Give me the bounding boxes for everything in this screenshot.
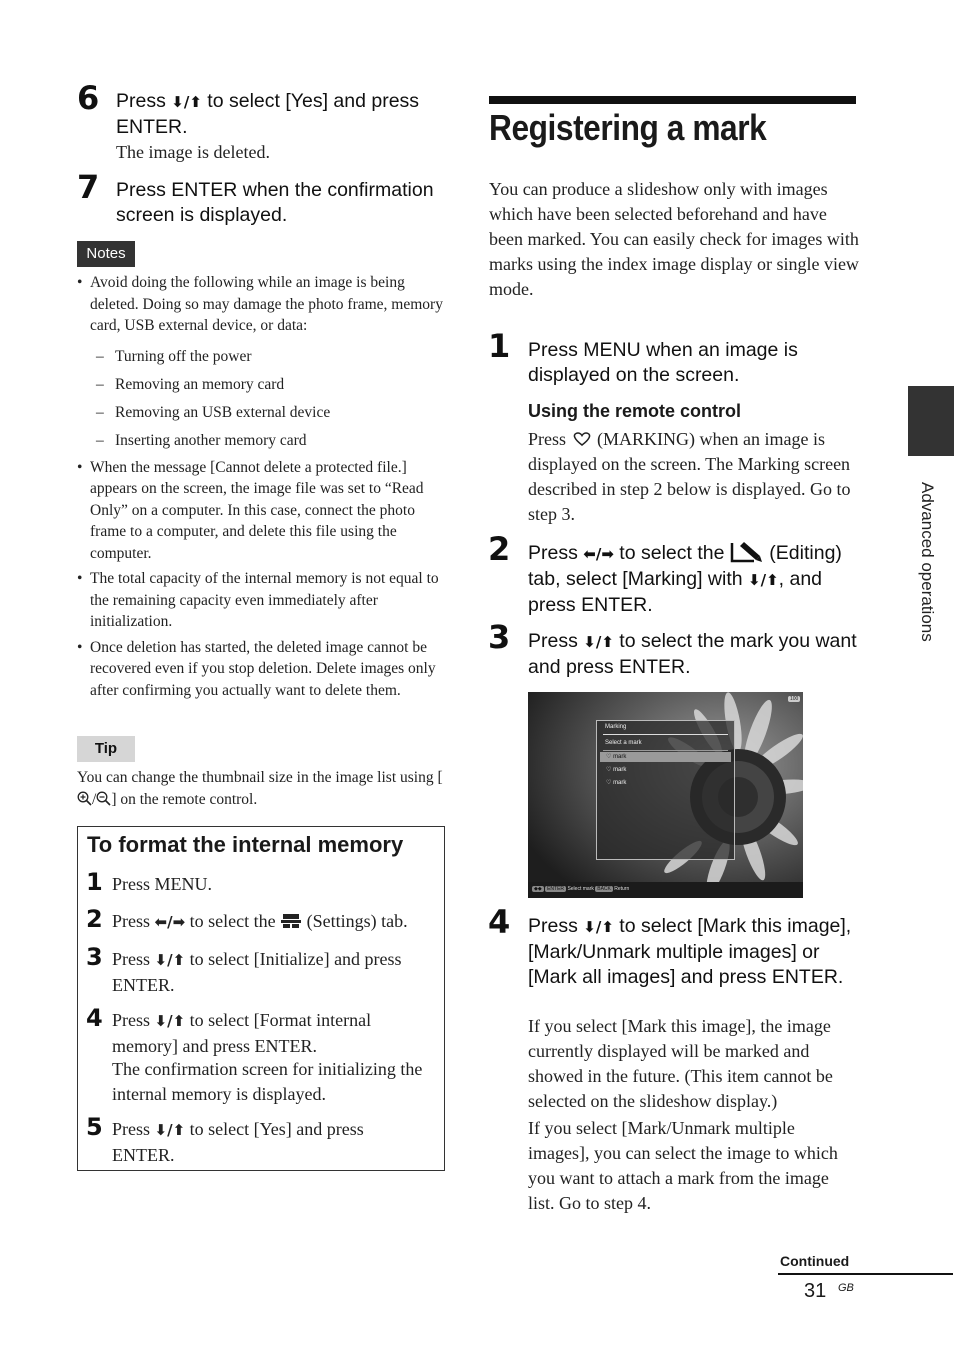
heart-icon: ♡ bbox=[606, 780, 612, 786]
note-text: Avoid doing the following while an image is being deleted. Doing so may damage the photo frame, memory card, USB external device, or data: bbox=[90, 274, 443, 334]
down-up-arrows-icon: ⬇/⬆ bbox=[583, 918, 614, 936]
step-3-post: to select the mark you want and press ENTER. bbox=[528, 630, 857, 678]
step-6-number: 6 bbox=[77, 79, 100, 117]
note-subitem bbox=[77, 371, 445, 399]
step-3-pre: Press bbox=[528, 630, 584, 652]
bullet-icon: • bbox=[77, 458, 83, 476]
marking-menu-subtitle: Select a mark bbox=[605, 740, 642, 746]
step-3-number: 3 bbox=[488, 618, 511, 656]
step-6-text-pre: Press bbox=[116, 90, 172, 112]
note-subitem-text: Turning off the power bbox=[115, 347, 252, 365]
down-up-arrows-icon: ⬇/⬆ bbox=[154, 1012, 186, 1030]
page-number: 31 bbox=[804, 1280, 827, 1302]
step-6-result: The image is deleted. bbox=[116, 142, 270, 162]
step-3-instruction bbox=[528, 629, 858, 680]
step-2-instruction bbox=[528, 541, 858, 618]
mark-option[interactable] bbox=[600, 765, 731, 775]
note-text: The total capacity of the internal memory is not equal to the remaining capacity even immediately after initialization. bbox=[90, 570, 439, 630]
format-step-3-text bbox=[112, 947, 437, 998]
side-tab-marker bbox=[908, 386, 954, 456]
left-right-arrows-icon: ⬅/➡ bbox=[583, 545, 614, 563]
heart-icon: ♡ bbox=[606, 767, 612, 773]
heart-icon: ♡ bbox=[606, 754, 612, 760]
step-1-instruction: Press MENU when an image is displayed on the screen. bbox=[528, 339, 798, 386]
bullet-icon: • bbox=[77, 570, 83, 587]
back-badge: BACK bbox=[597, 886, 611, 892]
footer-select-label: Select mark bbox=[567, 886, 594, 892]
note-item bbox=[77, 568, 445, 633]
remote-control-heading: Using the remote control bbox=[528, 401, 742, 421]
menu-divider bbox=[603, 734, 728, 735]
format-step-5-pre: Press bbox=[112, 1119, 155, 1139]
nav-arrows-icon: ◆◆ bbox=[534, 886, 542, 892]
tip-text: You can change the thumbnail size in the image list using [/ ] on the remote control. bbox=[77, 769, 443, 808]
zoom-in-icon bbox=[77, 791, 92, 808]
note-item bbox=[77, 457, 445, 565]
note-item bbox=[77, 637, 445, 702]
step-2-number: 2 bbox=[488, 530, 511, 568]
dash-icon: – bbox=[96, 347, 104, 365]
step-2-post: , and press ENTER. bbox=[528, 568, 823, 616]
format-step-4-text bbox=[112, 1008, 437, 1059]
format-step-2-mid: to select the bbox=[185, 911, 281, 931]
step-2-mid2: (Editing) tab, select [Marking] with bbox=[528, 542, 842, 590]
down-up-arrows-icon: ⬇/⬆ bbox=[583, 633, 614, 651]
format-step-4-pre: Press bbox=[112, 1010, 155, 1030]
side-tab-label: Advanced operations bbox=[918, 482, 937, 642]
step-4-paragraph-2: If you select [Mark/Unmark multiple images], you can select the image to which you want to attach a mark from the image list. Go to step 4. bbox=[528, 1118, 838, 1213]
device-screen-image bbox=[528, 692, 803, 898]
continued-label: Continued bbox=[780, 1253, 850, 1269]
down-up-arrows-icon: ⬇/⬆ bbox=[154, 1121, 186, 1139]
note-subitem-text: Removing an memory card bbox=[115, 375, 285, 393]
format-step-3-number: 3 bbox=[86, 943, 103, 971]
mark-option[interactable] bbox=[600, 778, 731, 788]
menu-divider bbox=[603, 750, 728, 751]
step-7-instruction: Press ENTER when the confirmation screen is displayed. bbox=[116, 179, 434, 226]
format-step-5-text bbox=[112, 1117, 412, 1168]
mark-option-label: mark bbox=[613, 767, 627, 773]
step-7-number: 7 bbox=[77, 168, 100, 206]
marking-menu bbox=[596, 720, 735, 860]
tip-label: Tip bbox=[77, 736, 135, 762]
step-2-mid: to select the bbox=[613, 542, 730, 564]
note-text: Once deletion has started, the deleted image cannot be recovered even if you stop deletion. Delete images only after confirming you actually want to delete them. bbox=[90, 638, 436, 699]
note-subitem bbox=[77, 343, 445, 371]
note-text: When the message [Cannot delete a protected file.] appears on the screen, the image file was set to “Read Only” on a computer. In this case, connect the photo frame to a computer, and delete this file using the computer. bbox=[90, 458, 424, 562]
format-step-1-text: Press MENU. bbox=[112, 874, 213, 894]
step-1-number: 1 bbox=[488, 327, 511, 365]
bullet-icon: • bbox=[77, 638, 83, 656]
mark-option-label: mark bbox=[613, 754, 627, 760]
tip-text-post: ] on the remote control. bbox=[111, 790, 258, 808]
format-step-3-pre: Press bbox=[112, 949, 155, 969]
dash-icon: – bbox=[96, 431, 104, 449]
note-subitem bbox=[77, 399, 445, 427]
step-4-instruction bbox=[528, 914, 858, 990]
marking-menu-title: Marking bbox=[605, 724, 627, 730]
editing-tab-icon bbox=[730, 542, 764, 564]
step-4-number: 4 bbox=[488, 903, 511, 941]
mark-option-selected[interactable] bbox=[600, 752, 731, 762]
step-4-post: to select [Mark this image], [Mark/Unmark multiple images] or [Mark all images] and press ENTER. bbox=[528, 915, 852, 988]
dash-icon: – bbox=[96, 375, 104, 393]
footer-rule bbox=[778, 1273, 953, 1275]
format-step-5-number: 5 bbox=[86, 1113, 103, 1141]
format-step-2-pre: Press bbox=[112, 911, 155, 931]
note-subitem-text: Inserting another memory card bbox=[115, 431, 307, 449]
format-step-2-number: 2 bbox=[86, 905, 103, 933]
note-subitem-text: Removing an USB external device bbox=[115, 403, 331, 421]
intro-paragraph: You can produce a slideshow only with images which have been selected beforehand and have been marked. You can easily check for images with marks using the index image display or single view mode. bbox=[489, 179, 859, 299]
format-step-5-post: to select [Yes] and press ENTER. bbox=[112, 1119, 364, 1165]
format-step-3-post: to select [Initialize] and press ENTER. bbox=[112, 949, 402, 995]
step-6-instruction bbox=[116, 89, 446, 140]
counter-badge: 100 bbox=[790, 696, 799, 702]
page-suffix: GB bbox=[838, 1282, 854, 1294]
down-up-arrows-icon: ⬇/⬆ bbox=[748, 571, 779, 589]
screen-footer bbox=[532, 886, 629, 892]
bullet-icon: • bbox=[77, 274, 83, 291]
remote-text-pre: Press bbox=[528, 429, 571, 449]
heart-icon bbox=[571, 429, 593, 449]
down-up-arrows-icon: ⬇/⬆ bbox=[154, 951, 186, 969]
footer-return-label: Return bbox=[614, 886, 630, 892]
format-step-4-number: 4 bbox=[86, 1004, 103, 1032]
mark-option-label: mark bbox=[613, 780, 627, 786]
step-6-text-post: to select [Yes] and press ENTER. bbox=[116, 90, 420, 138]
down-up-arrows-icon: ⬇/⬆ bbox=[171, 93, 202, 111]
format-step-1-number: 1 bbox=[86, 868, 103, 896]
format-memory-box bbox=[77, 826, 445, 1171]
format-step-4-result: The confirmation screen for initializing the internal memory is displayed. bbox=[112, 1059, 423, 1104]
settings-tab-icon bbox=[280, 911, 302, 931]
format-box-title: To format the internal memory bbox=[87, 832, 404, 857]
step-4-pre: Press bbox=[528, 915, 584, 937]
notes-list bbox=[77, 272, 445, 701]
step-2-pre: Press bbox=[528, 542, 584, 564]
remote-text-post: (MARKING) when an image is displayed on the screen. The Marking screen described in step 2 below is displayed. Go to step 3. bbox=[528, 429, 851, 524]
step-4-paragraph-1: If you select [Mark this image], the image currently displayed will be marked and showed in the future. (This item cannot be selected on the slideshow display.) bbox=[528, 1016, 833, 1111]
remote-control-text bbox=[528, 427, 858, 527]
tip-text-pre: You can change the thumbnail size in the image list using [ bbox=[77, 769, 443, 786]
notes-label: Notes bbox=[77, 241, 135, 267]
enter-badge: ENTER bbox=[547, 886, 565, 892]
format-step-2-text bbox=[112, 909, 442, 935]
left-right-arrows-icon: ⬅/➡ bbox=[154, 913, 186, 931]
format-step-4-post: to select [Format internal memory] and press ENTER. bbox=[112, 1010, 372, 1056]
note-item bbox=[77, 272, 445, 337]
zoom-out-icon bbox=[96, 791, 111, 808]
format-step-2-post: (Settings) tab. bbox=[302, 911, 408, 931]
title-rule bbox=[489, 96, 856, 104]
section-title: Registering a mark bbox=[489, 107, 767, 148]
dash-icon: – bbox=[96, 403, 104, 421]
note-subitem bbox=[77, 427, 445, 455]
